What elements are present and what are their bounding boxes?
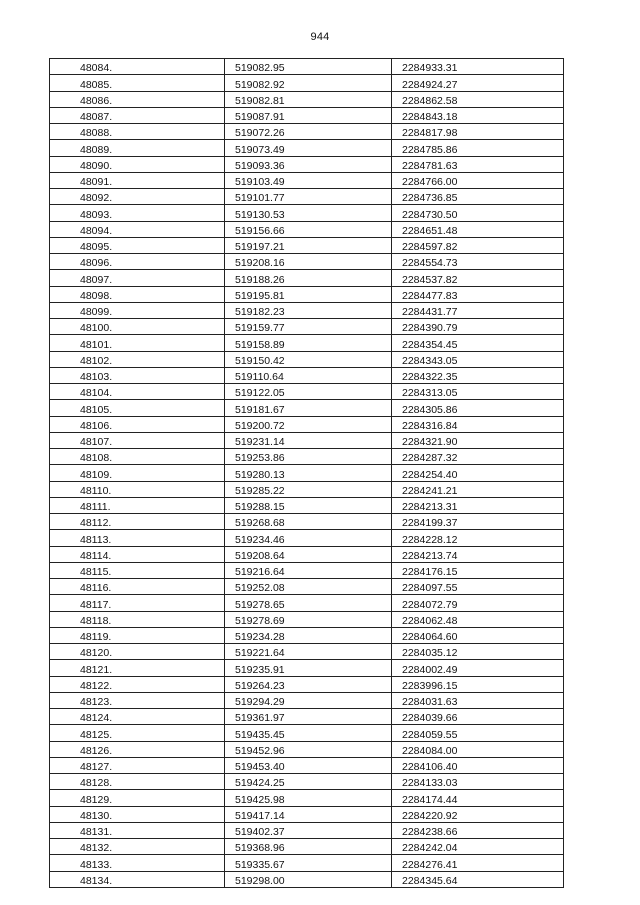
x-coordinate-cell: 519285.22 [225, 481, 392, 497]
table-row [50, 546, 564, 562]
table-row [50, 774, 564, 790]
x-coordinate-cell: 519452.96 [225, 741, 392, 757]
y-coordinate-cell: 2284035.12 [392, 644, 564, 660]
x-coordinate-cell: 519294.29 [225, 692, 392, 708]
point-number-cell: 48089. [50, 140, 225, 156]
x-coordinate-cell: 519156.66 [225, 221, 392, 237]
x-coordinate-cell: 519253.86 [225, 449, 392, 465]
table-row [50, 822, 564, 838]
point-number-cell: 48129. [50, 790, 225, 806]
y-coordinate-cell: 2284002.49 [392, 660, 564, 676]
x-coordinate-cell: 519072.26 [225, 124, 392, 140]
point-number-cell: 48119. [50, 627, 225, 643]
x-coordinate-cell: 519101.77 [225, 189, 392, 205]
y-coordinate-cell: 2284133.03 [392, 774, 564, 790]
table-row [50, 237, 564, 253]
point-number-cell: 48122. [50, 676, 225, 692]
x-coordinate-cell: 519122.05 [225, 384, 392, 400]
table-row [50, 449, 564, 465]
point-number-cell: 48097. [50, 270, 225, 286]
x-coordinate-cell: 519417.14 [225, 806, 392, 822]
y-coordinate-cell: 2284477.83 [392, 286, 564, 302]
x-coordinate-cell: 519280.13 [225, 465, 392, 481]
point-number-cell: 48132. [50, 839, 225, 855]
y-coordinate-cell: 2284730.50 [392, 205, 564, 221]
y-coordinate-cell: 2284313.05 [392, 384, 564, 400]
table-row [50, 757, 564, 773]
point-number-cell: 48105. [50, 400, 225, 416]
point-number-cell: 48091. [50, 172, 225, 188]
table-row [50, 871, 564, 887]
y-coordinate-cell: 2284059.55 [392, 725, 564, 741]
x-coordinate-cell: 519278.65 [225, 595, 392, 611]
y-coordinate-cell: 2284817.98 [392, 124, 564, 140]
x-coordinate-cell: 519424.25 [225, 774, 392, 790]
x-coordinate-cell: 519182.23 [225, 302, 392, 318]
y-coordinate-cell: 2284084.00 [392, 741, 564, 757]
x-coordinate-cell: 519435.45 [225, 725, 392, 741]
point-number-cell: 48114. [50, 546, 225, 562]
point-number-cell: 48116. [50, 579, 225, 595]
point-number-cell: 48085. [50, 75, 225, 91]
y-coordinate-cell: 2284651.48 [392, 221, 564, 237]
y-coordinate-cell: 2284321.90 [392, 432, 564, 448]
table-row [50, 627, 564, 643]
table-row [50, 676, 564, 692]
point-number-cell: 48121. [50, 660, 225, 676]
table-row [50, 839, 564, 855]
table-row [50, 140, 564, 156]
y-coordinate-cell: 2284031.63 [392, 692, 564, 708]
y-coordinate-cell: 2284106.40 [392, 757, 564, 773]
x-coordinate-cell: 519188.26 [225, 270, 392, 286]
y-coordinate-cell: 2284199.37 [392, 514, 564, 530]
x-coordinate-cell: 519402.37 [225, 822, 392, 838]
x-coordinate-cell: 519234.46 [225, 530, 392, 546]
point-number-cell: 48094. [50, 221, 225, 237]
point-number-cell: 48093. [50, 205, 225, 221]
table-row [50, 302, 564, 318]
x-coordinate-cell: 519130.53 [225, 205, 392, 221]
table-row [50, 806, 564, 822]
y-coordinate-cell: 2284064.60 [392, 627, 564, 643]
x-coordinate-cell: 519208.16 [225, 254, 392, 270]
x-coordinate-cell: 519235.91 [225, 660, 392, 676]
table-row [50, 124, 564, 140]
y-coordinate-cell: 2284345.64 [392, 871, 564, 887]
x-coordinate-cell: 519268.68 [225, 514, 392, 530]
x-coordinate-cell: 519425.98 [225, 790, 392, 806]
point-number-cell: 48099. [50, 302, 225, 318]
table-row [50, 481, 564, 497]
table-row [50, 400, 564, 416]
y-coordinate-cell: 2284924.27 [392, 75, 564, 91]
point-number-cell: 48130. [50, 806, 225, 822]
x-coordinate-cell: 519208.64 [225, 546, 392, 562]
table-row [50, 497, 564, 513]
y-coordinate-cell: 2284316.84 [392, 416, 564, 432]
y-coordinate-cell: 2284862.58 [392, 91, 564, 107]
table-row [50, 725, 564, 741]
x-coordinate-cell: 519197.21 [225, 237, 392, 253]
point-number-cell: 48118. [50, 611, 225, 627]
y-coordinate-cell: 2284220.92 [392, 806, 564, 822]
y-coordinate-cell: 2284287.32 [392, 449, 564, 465]
point-number-cell: 48115. [50, 562, 225, 578]
x-coordinate-cell: 519082.95 [225, 59, 392, 75]
x-coordinate-cell: 519221.64 [225, 644, 392, 660]
table-row [50, 75, 564, 91]
y-coordinate-cell: 2284554.73 [392, 254, 564, 270]
table-row [50, 432, 564, 448]
point-number-cell: 48098. [50, 286, 225, 302]
point-number-cell: 48101. [50, 335, 225, 351]
x-coordinate-cell: 519264.23 [225, 676, 392, 692]
y-coordinate-cell: 2284305.86 [392, 400, 564, 416]
point-number-cell: 48108. [50, 449, 225, 465]
x-coordinate-cell: 519181.67 [225, 400, 392, 416]
point-number-cell: 48120. [50, 644, 225, 660]
x-coordinate-cell: 519082.92 [225, 75, 392, 91]
point-number-cell: 48133. [50, 855, 225, 871]
y-coordinate-cell: 2284097.55 [392, 579, 564, 595]
point-number-cell: 48134. [50, 871, 225, 887]
page-number: 944 [310, 31, 330, 43]
table-row [50, 741, 564, 757]
table-row [50, 692, 564, 708]
point-number-cell: 48125. [50, 725, 225, 741]
point-number-cell: 48090. [50, 156, 225, 172]
table-row [50, 156, 564, 172]
point-number-cell: 48126. [50, 741, 225, 757]
x-coordinate-cell: 519150.42 [225, 351, 392, 367]
table-row [50, 319, 564, 335]
point-number-cell: 48095. [50, 237, 225, 253]
table-row [50, 367, 564, 383]
y-coordinate-cell: 2284242.04 [392, 839, 564, 855]
y-coordinate-cell: 2284241.21 [392, 481, 564, 497]
point-number-cell: 48112. [50, 514, 225, 530]
table-row [50, 416, 564, 432]
x-coordinate-cell: 519216.64 [225, 562, 392, 578]
y-coordinate-cell: 2284039.66 [392, 709, 564, 725]
x-coordinate-cell: 519093.36 [225, 156, 392, 172]
table-row [50, 644, 564, 660]
point-number-cell: 48131. [50, 822, 225, 838]
point-number-cell: 48128. [50, 774, 225, 790]
y-coordinate-cell: 2284785.86 [392, 140, 564, 156]
x-coordinate-cell: 519361.97 [225, 709, 392, 725]
y-coordinate-cell: 2284390.79 [392, 319, 564, 335]
table-row [50, 189, 564, 205]
table-row [50, 465, 564, 481]
point-number-cell: 48111. [50, 497, 225, 513]
y-coordinate-cell: 2283996.15 [392, 676, 564, 692]
y-coordinate-cell: 2284238.66 [392, 822, 564, 838]
x-coordinate-cell: 519110.64 [225, 367, 392, 383]
y-coordinate-cell: 2284843.18 [392, 107, 564, 123]
point-number-cell: 48087. [50, 107, 225, 123]
table-row [50, 91, 564, 107]
y-coordinate-cell: 2284213.74 [392, 546, 564, 562]
x-coordinate-cell: 519453.40 [225, 757, 392, 773]
coordinates-table [49, 58, 564, 888]
table-row [50, 254, 564, 270]
point-number-cell: 48086. [50, 91, 225, 107]
x-coordinate-cell: 519368.96 [225, 839, 392, 855]
y-coordinate-cell: 2284254.40 [392, 465, 564, 481]
table-row [50, 221, 564, 237]
y-coordinate-cell: 2284322.35 [392, 367, 564, 383]
point-number-cell: 48103. [50, 367, 225, 383]
x-coordinate-cell: 519252.08 [225, 579, 392, 595]
point-number-cell: 48092. [50, 189, 225, 205]
y-coordinate-cell: 2284537.82 [392, 270, 564, 286]
table-row [50, 107, 564, 123]
x-coordinate-cell: 519231.14 [225, 432, 392, 448]
point-number-cell: 48109. [50, 465, 225, 481]
point-number-cell: 48104. [50, 384, 225, 400]
point-number-cell: 48124. [50, 709, 225, 725]
point-number-cell: 48110. [50, 481, 225, 497]
x-coordinate-cell: 519158.89 [225, 335, 392, 351]
y-coordinate-cell: 2284213.31 [392, 497, 564, 513]
point-number-cell: 48113. [50, 530, 225, 546]
table-row [50, 514, 564, 530]
point-number-cell: 48123. [50, 692, 225, 708]
table-row [50, 660, 564, 676]
table-row [50, 579, 564, 595]
point-number-cell: 48106. [50, 416, 225, 432]
y-coordinate-cell: 2284354.45 [392, 335, 564, 351]
table-row [50, 270, 564, 286]
y-coordinate-cell: 2284276.41 [392, 855, 564, 871]
y-coordinate-cell: 2284176.15 [392, 562, 564, 578]
point-number-cell: 48088. [50, 124, 225, 140]
table-row [50, 172, 564, 188]
y-coordinate-cell: 2284597.82 [392, 237, 564, 253]
x-coordinate-cell: 519234.28 [225, 627, 392, 643]
y-coordinate-cell: 2284766.00 [392, 172, 564, 188]
x-coordinate-cell: 519082.81 [225, 91, 392, 107]
table-row [50, 351, 564, 367]
table-row [50, 286, 564, 302]
table-row [50, 595, 564, 611]
point-number-cell: 48102. [50, 351, 225, 367]
y-coordinate-cell: 2284228.12 [392, 530, 564, 546]
point-number-cell: 48084. [50, 59, 225, 75]
point-number-cell: 48107. [50, 432, 225, 448]
table-row [50, 384, 564, 400]
table-row [50, 530, 564, 546]
point-number-cell: 48117. [50, 595, 225, 611]
x-coordinate-cell: 519298.00 [225, 871, 392, 887]
table-row [50, 611, 564, 627]
x-coordinate-cell: 519087.91 [225, 107, 392, 123]
x-coordinate-cell: 519103.49 [225, 172, 392, 188]
x-coordinate-cell: 519288.15 [225, 497, 392, 513]
x-coordinate-cell: 519195.81 [225, 286, 392, 302]
table-row [50, 205, 564, 221]
y-coordinate-cell: 2284933.31 [392, 59, 564, 75]
y-coordinate-cell: 2284431.77 [392, 302, 564, 318]
y-coordinate-cell: 2284343.05 [392, 351, 564, 367]
y-coordinate-cell: 2284736.85 [392, 189, 564, 205]
coordinates-table-body [50, 59, 564, 888]
table-row [50, 790, 564, 806]
x-coordinate-cell: 519200.72 [225, 416, 392, 432]
x-coordinate-cell: 519278.69 [225, 611, 392, 627]
table-row [50, 855, 564, 871]
y-coordinate-cell: 2284072.79 [392, 595, 564, 611]
y-coordinate-cell: 2284781.63 [392, 156, 564, 172]
point-number-cell: 48096. [50, 254, 225, 270]
y-coordinate-cell: 2284174.44 [392, 790, 564, 806]
table-row [50, 562, 564, 578]
x-coordinate-cell: 519159.77 [225, 319, 392, 335]
point-number-cell: 48100. [50, 319, 225, 335]
table-row [50, 709, 564, 725]
table-row [50, 59, 564, 75]
x-coordinate-cell: 519335.67 [225, 855, 392, 871]
table-row [50, 335, 564, 351]
x-coordinate-cell: 519073.49 [225, 140, 392, 156]
y-coordinate-cell: 2284062.48 [392, 611, 564, 627]
point-number-cell: 48127. [50, 757, 225, 773]
